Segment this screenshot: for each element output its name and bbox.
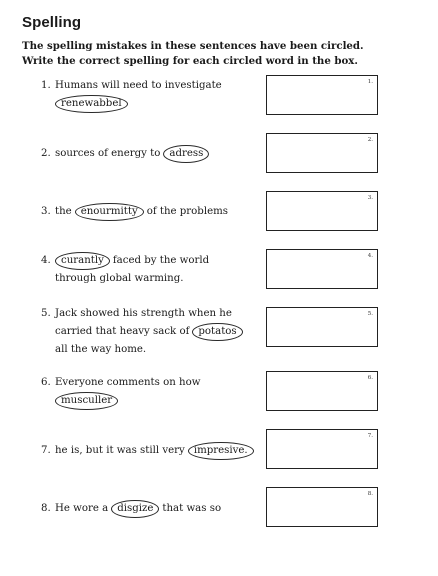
sentence-line: through global warming. xyxy=(55,273,184,284)
circled-misspelled-word: musculler xyxy=(55,392,118,410)
question-number: 8. xyxy=(41,503,51,514)
circled-misspelled-word: disgize xyxy=(111,500,159,518)
question-1 xyxy=(41,77,260,113)
answer-box-number: 2. xyxy=(367,137,373,143)
answer-box-number: 3. xyxy=(367,195,373,201)
answer-box-number: 7. xyxy=(367,433,373,439)
question-number: 4. xyxy=(41,255,51,266)
answer-box-number: 5. xyxy=(367,311,373,317)
question-4 xyxy=(41,252,260,288)
sentence-line xyxy=(55,145,260,163)
answer-box-number: 8. xyxy=(367,491,373,497)
sentence-line: Everyone comments on how xyxy=(55,377,201,388)
circled-misspelled-word: enourmitty xyxy=(75,203,144,221)
circled-misspelled-word: adress xyxy=(163,145,209,163)
answer-box-1[interactable] xyxy=(266,75,378,115)
sentence-line: all the way home. xyxy=(55,344,147,355)
sentence-text: sources of energy to xyxy=(55,148,161,159)
sentence-text: Humans will need to investigate xyxy=(55,80,222,91)
sentence-line xyxy=(55,500,260,518)
sentence-text: carried that heavy sack of xyxy=(55,326,190,337)
question-number: 5. xyxy=(41,308,51,319)
sentence-line xyxy=(55,323,260,341)
question-5 xyxy=(41,305,260,359)
question-7 xyxy=(41,442,260,460)
sentence-text: of the problems xyxy=(146,206,229,217)
instruction-line-2: Write the correct spelling for each circled word in the box. xyxy=(22,55,358,67)
sentence-text: he is, but it was still very xyxy=(55,445,185,456)
answer-box-5[interactable] xyxy=(266,307,378,347)
answer-box-3[interactable] xyxy=(266,191,378,231)
worksheet-title: Spelling xyxy=(22,14,82,31)
sentence-line xyxy=(55,95,260,113)
circled-misspelled-word: renewabbel xyxy=(55,95,128,113)
sentence-text: faced by the world xyxy=(112,255,210,266)
question-6 xyxy=(41,374,260,410)
question-number: 7. xyxy=(41,445,51,456)
sentence-text: the xyxy=(55,206,72,217)
circled-misspelled-word: potatos xyxy=(192,323,242,341)
question-number: 3. xyxy=(41,206,51,217)
sentence-line xyxy=(55,252,260,270)
sentence-text: that was so xyxy=(162,503,222,514)
instruction-line-1: The spelling mistakes in these sentences have been circled. xyxy=(22,40,364,52)
question-8 xyxy=(41,500,260,518)
answer-box-2[interactable] xyxy=(266,133,378,173)
answer-box-number: 4. xyxy=(367,253,373,259)
sentence-line xyxy=(55,77,260,95)
circled-misspelled-word: impresive. xyxy=(188,442,254,460)
sentence-text: He wore a xyxy=(55,503,109,514)
sentence-line xyxy=(55,392,260,410)
answer-box-8[interactable] xyxy=(266,487,378,527)
circled-misspelled-word: curantly xyxy=(55,252,110,270)
sentence-line xyxy=(55,203,260,221)
question-3 xyxy=(41,203,260,221)
question-number: 6. xyxy=(41,377,51,388)
answer-box-number: 6. xyxy=(367,375,373,381)
question-number: 2. xyxy=(41,148,51,159)
answer-box-number: 1. xyxy=(367,79,373,85)
answer-box-4[interactable] xyxy=(266,249,378,289)
answer-box-6[interactable] xyxy=(266,371,378,411)
question-number: 1. xyxy=(41,80,51,91)
question-2 xyxy=(41,145,260,163)
answer-box-7[interactable] xyxy=(266,429,378,469)
sentence-line xyxy=(55,442,260,460)
sentence-line: Jack showed his strength when he xyxy=(55,308,232,319)
